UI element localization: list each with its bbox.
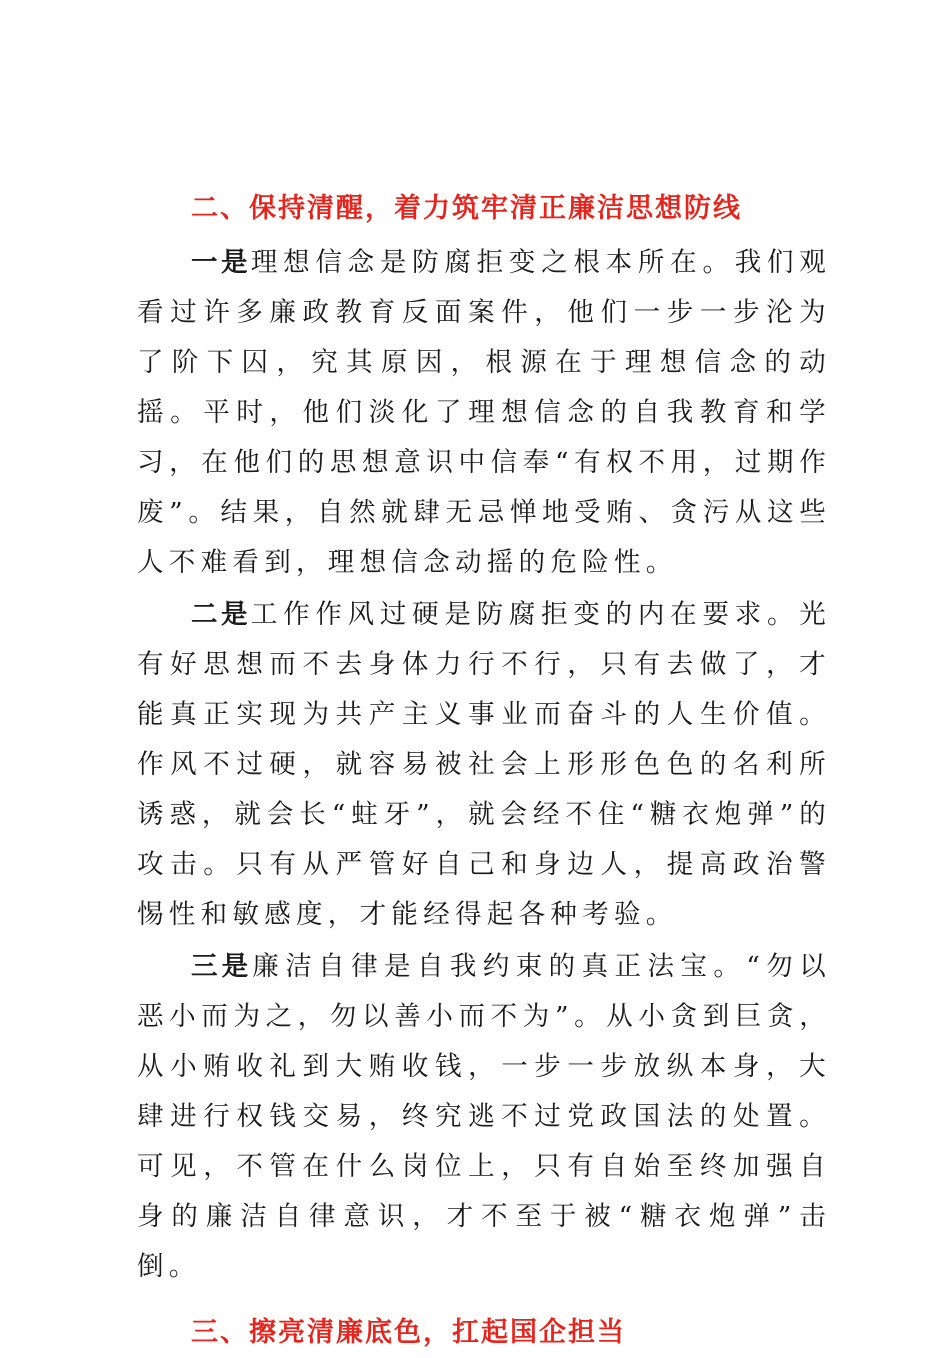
document-page (137, 184, 831, 1358)
paragraph-1-lead: 一是 (191, 247, 251, 278)
paragraph-3-text: 廉洁自律是自我约束的真正法宝。“勿以恶小而为之，勿以善小而不为”。从小贪到巨贪，从小贿收礼到大贿收钱，一步一步放纵本身，大肆进行权钱交易，终究逃不过党政国法的处置。可见，不管在什么岗位上，只有自始至终加强自身的廉洁自律意识，才不至于被“糖衣炮弹”击倒。 (137, 951, 832, 1282)
section-heading-3: 三、擦亮清廉底色，扛起国企担当 (191, 1317, 626, 1348)
section-heading-2: 二、保持清醒，着力筑牢清正廉洁思想防线 (191, 193, 742, 224)
paragraph-2 (137, 590, 831, 940)
paragraph-1-text: 理想信念是防腐拒变之根本所在。我们观看过许多廉政教育反面案件，他们一步一步沦为了阶下囚，究其原因，根源在于理想信念的动摇。平时，他们淡化了理想信念的自我教育和学习，在他们的思想意识中信奉“有权不用，过期作废”。结果，自然就肆无忌惮地受贿、贪污从这些人不难看到，理想信念动摇的危险性。 (137, 247, 831, 578)
paragraph-3 (137, 942, 831, 1292)
paragraph-2-text: 工作作风过硬是防腐拒变的内在要求。光有好思想而不去身体力行不行，只有去做了，才能真正实现为共产主义事业而奋斗的人生价值。作风不过硬，就容易被社会上形形色色的名利所诱惑，就会长“蛀牙”，就会经不住“糖衣炮弹”的攻击。只有从严管好自己和身边人，提高政治警惕性和敏感度，才能经得起各种考验。 (137, 599, 831, 930)
paragraph-3-lead: 三是 (191, 951, 253, 982)
paragraph-1 (137, 238, 831, 588)
paragraph-2-lead: 二是 (191, 599, 251, 630)
